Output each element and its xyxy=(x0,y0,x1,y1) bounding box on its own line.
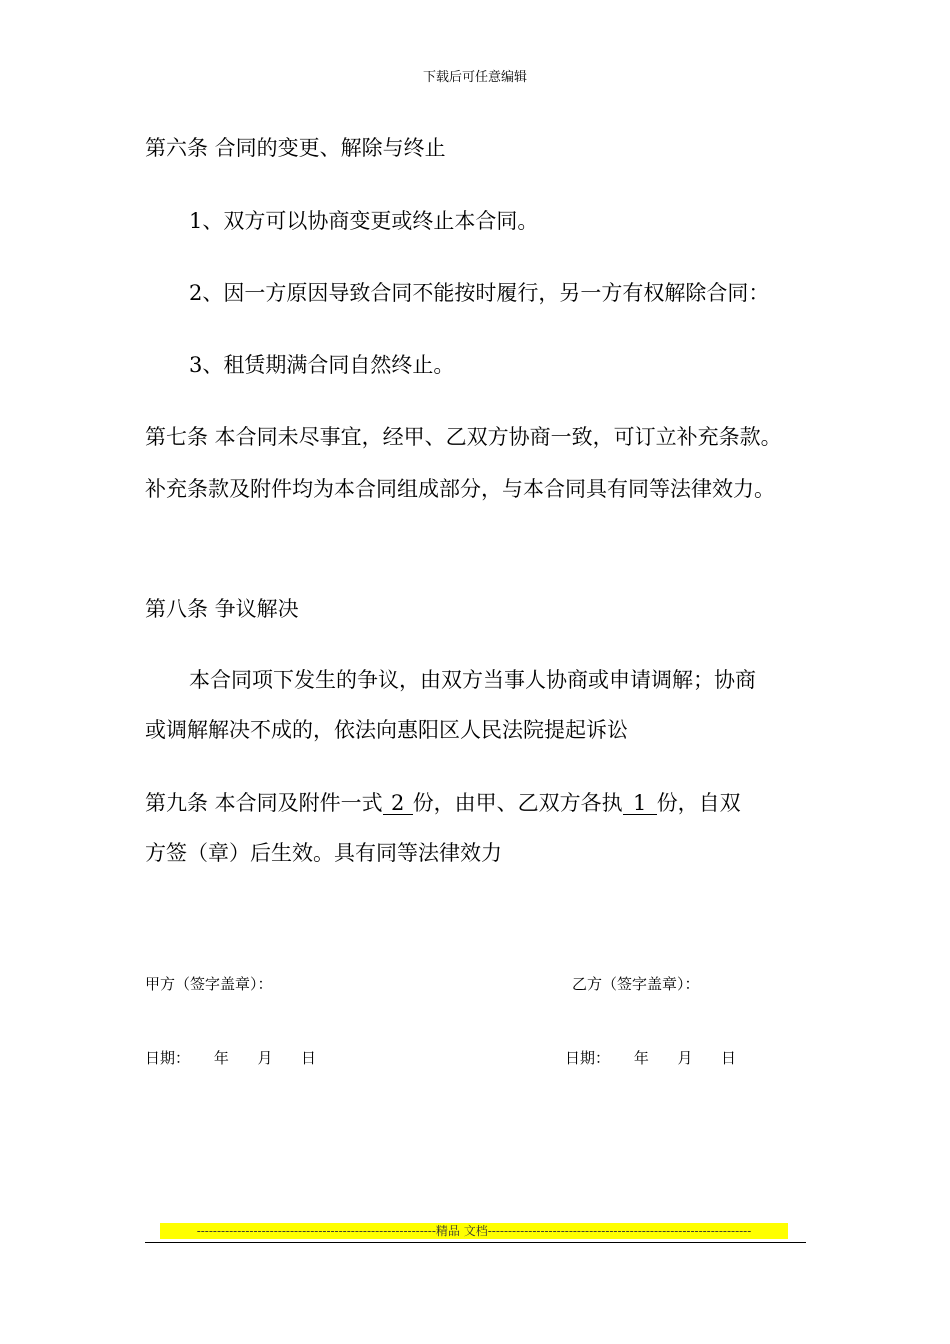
article-8-line-2: 或调解解决不成的，依法向惠阳区人民法院提起诉讼 xyxy=(145,718,628,742)
party-b-signature-label: 乙方（签字盖章）： xyxy=(572,975,700,993)
article-8-title: 第八条 争议解决 xyxy=(145,597,299,621)
article-7-line-2: 补充条款及附件均为本合同组成部分，与本合同具有同等法律效力。 xyxy=(145,477,775,501)
article-9-text-1: 第九条 本合同及附件一式 xyxy=(145,791,383,815)
footer-rule xyxy=(145,1242,806,1243)
party-a-date-label: 日期： 年 月 日 xyxy=(145,1049,317,1067)
party-b-date-label: 日期： 年 月 日 xyxy=(565,1049,737,1067)
article-7-line-1: 第七条 本合同未尽事宜，经甲、乙双方协商一致，可订立补充条款。 xyxy=(145,425,782,449)
article-9-text-2: 份，由甲、乙双方各执 xyxy=(412,791,623,815)
page-header: 下载后可任意编辑 xyxy=(422,70,527,85)
article-9-text-3: 份，自双 xyxy=(656,791,741,815)
article-6-title: 第六条 合同的变更、解除与终止 xyxy=(145,136,446,160)
copies-each-blank: 1 xyxy=(623,792,657,815)
party-a-signature-label: 甲方（签字盖章）： xyxy=(145,975,273,993)
article-6-item-2: 2、因一方原因导致合同不能按时履行，另一方有权解除合同： xyxy=(189,281,770,305)
article-8-line-1: 本合同项下发生的争议，由双方当事人协商或申请调解；协商 xyxy=(189,668,756,692)
article-9-line-2: 方签（章）后生效。具有同等法律效力 xyxy=(145,841,502,865)
article-9-line-1 xyxy=(145,791,741,815)
article-6-item-1: 1、双方可以协商变更或终止本合同。 xyxy=(189,209,539,233)
footer-banner: -----------------------------------------------------------精品 文档----------------------------------------------------------------- xyxy=(160,1223,788,1239)
article-6-item-3: 3、租赁期满合同自然终止。 xyxy=(189,353,455,377)
copies-total-blank: 2 xyxy=(383,792,413,815)
